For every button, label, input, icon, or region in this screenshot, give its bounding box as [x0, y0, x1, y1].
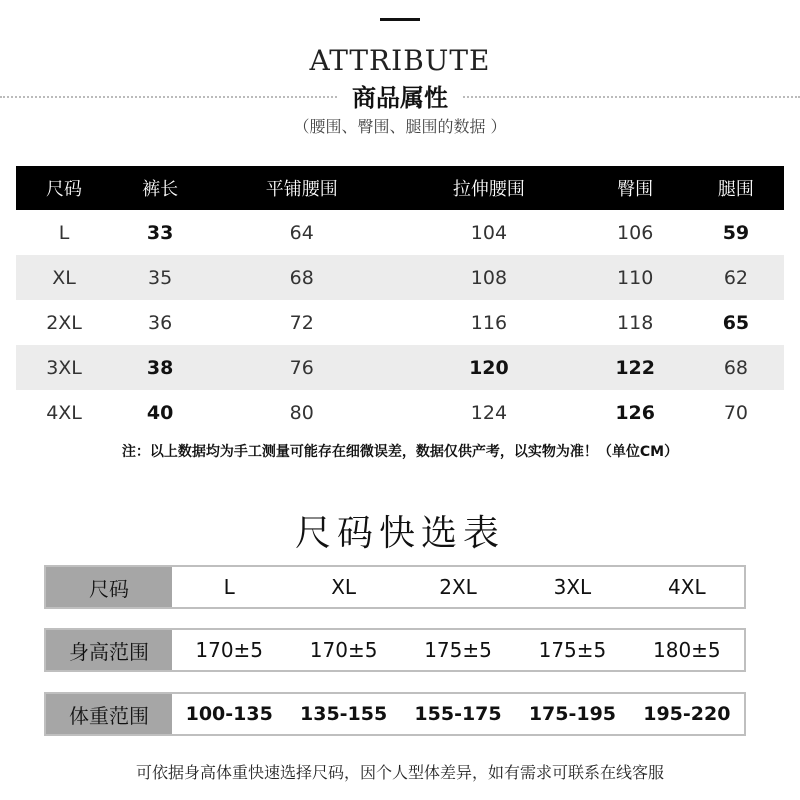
- table-cell: 104: [470, 221, 508, 244]
- table-cell: 62: [688, 255, 784, 300]
- table-header-row: [16, 166, 784, 210]
- table-cell: 122: [582, 345, 687, 390]
- table-cell: XL: [16, 255, 112, 300]
- table-cell: 40: [146, 401, 174, 424]
- measurement-note: 注：以上数据均为手工测量可能存在细微误差，数据仅供产考，以实物为准！（单位CM）: [121, 444, 679, 460]
- table-row: [16, 210, 784, 255]
- quick-cell: 170±5: [309, 638, 378, 662]
- quick-cell: 195-220: [643, 703, 731, 725]
- page-title: [0, 78, 800, 113]
- col-size: 尺码: [16, 166, 112, 210]
- table-cell: 3XL: [16, 345, 112, 390]
- table-cell: 36: [148, 311, 173, 334]
- quick-cell: 2XL: [439, 575, 477, 599]
- table-cell: 120: [395, 345, 582, 390]
- quick-cell: 135-155: [300, 703, 388, 725]
- col-hip: 臀围: [582, 166, 687, 210]
- quick-row-size: [44, 565, 746, 609]
- table-cell: 2XL: [46, 311, 82, 334]
- table-cell: 110: [582, 255, 687, 300]
- table-cell: 118: [617, 311, 654, 334]
- table-row: [16, 390, 784, 435]
- table-row: [16, 300, 784, 345]
- table-cell: 76: [208, 345, 395, 390]
- quick-cell: 180±5: [653, 638, 721, 662]
- table-cell: 72: [289, 311, 314, 334]
- table-cell: 80: [289, 401, 314, 424]
- table-cell: 68: [208, 255, 395, 300]
- footer-note: 可依据身高体重快速选择尺码，因个人型体差异，如有需求可联系在线客服: [135, 763, 664, 782]
- table-row: [16, 255, 784, 300]
- table-cell: 70: [723, 401, 749, 424]
- col-thigh: 腿围: [688, 166, 784, 210]
- quick-row-label: 身高范围: [46, 630, 172, 670]
- table-cell: 33: [146, 221, 174, 244]
- table-cell: L: [58, 221, 70, 244]
- table-cell: 108: [395, 255, 582, 300]
- attribute-heading: ATTRIBUTE: [309, 44, 491, 77]
- title-text: 商品属性: [338, 84, 462, 112]
- quick-cell: XL: [331, 575, 357, 599]
- table-cell: 65: [722, 311, 750, 334]
- page-subtitle: （腰围、臀围、腿围的数据 ）: [293, 117, 507, 136]
- quick-row-label: 体重范围: [46, 694, 172, 734]
- col-length: 裤长: [112, 166, 208, 210]
- table-cell: 124: [470, 401, 508, 424]
- quick-cell: 175-195: [528, 703, 617, 725]
- quick-cell: 175±5: [538, 638, 607, 662]
- table-cell: 38: [112, 345, 208, 390]
- col-flat-waist: 平铺腰围: [208, 166, 395, 210]
- table-row: [16, 345, 784, 390]
- table-cell: 35: [112, 255, 208, 300]
- table-cell: 106: [617, 221, 654, 244]
- quick-cell: 3XL: [553, 575, 592, 599]
- size-table: [16, 166, 784, 435]
- quick-row-height: [44, 628, 746, 672]
- quick-select-title: 尺码快选表: [294, 513, 505, 554]
- quick-row-weight: [44, 692, 746, 736]
- table-cell: 64: [289, 221, 314, 244]
- quick-cell: 100-135: [185, 703, 273, 725]
- col-stretch-waist: 拉伸腰围: [395, 166, 582, 210]
- quick-cell: 170±5: [195, 638, 264, 662]
- quick-cell: 4XL: [668, 575, 706, 599]
- table-cell: 116: [470, 311, 508, 334]
- top-divider: [380, 18, 420, 21]
- quick-cell: 175±5: [424, 638, 492, 662]
- table-cell: 68: [688, 345, 784, 390]
- table-cell: 59: [722, 221, 750, 244]
- quick-cell: L: [223, 575, 235, 599]
- table-cell: 4XL: [46, 401, 82, 424]
- table-cell: 126: [615, 401, 655, 424]
- quick-row-label: 尺码: [46, 567, 172, 607]
- quick-cell: 155-175: [414, 703, 502, 725]
